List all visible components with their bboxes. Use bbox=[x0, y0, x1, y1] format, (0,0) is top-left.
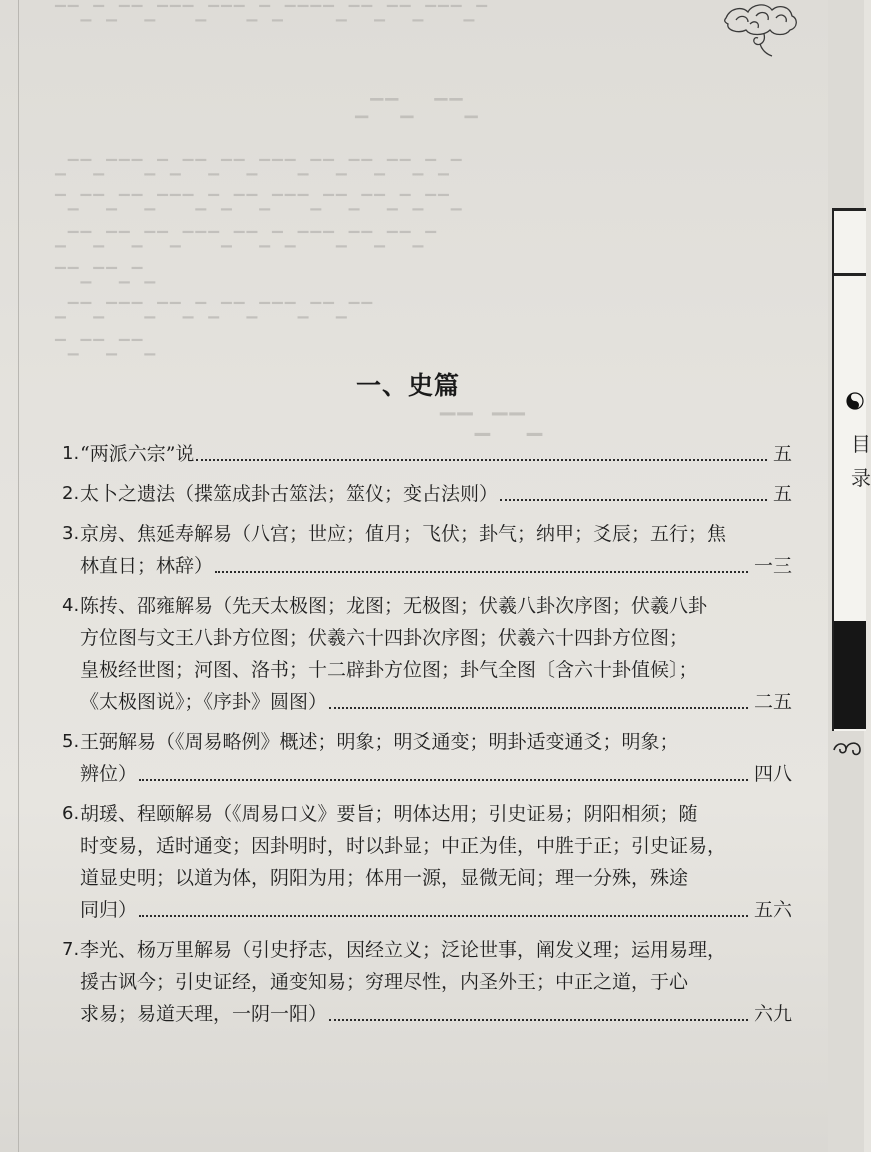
toc-entry[interactable] bbox=[62, 590, 792, 718]
toc-entry-number: 3. bbox=[62, 523, 80, 544]
dot-leader bbox=[215, 571, 748, 573]
toc-page-number: 五六 bbox=[753, 899, 792, 921]
toc-entry-text: 李光、杨万里解易（引史抒志，因经立义；泛论世事，阐发义理；运用易理， bbox=[80, 939, 727, 961]
toc-entry-text: 胡瑗、程颐解易（《周易口义》要旨；明体达用；引史证易；阴阳相须；随 bbox=[80, 803, 698, 825]
toc-page-number: 六九 bbox=[753, 1003, 792, 1025]
toc-entry-text: 同归） bbox=[80, 899, 138, 921]
toc-entry-last-line bbox=[62, 438, 792, 470]
dot-leader bbox=[329, 707, 748, 709]
toc-entry[interactable] bbox=[62, 726, 792, 790]
toc-entry-text: 王弼解易（《周易略例》概述；明象；明爻通变；明卦适变通爻；明象； bbox=[80, 731, 679, 753]
toc-entry-line bbox=[62, 934, 792, 966]
toc-entry-line bbox=[62, 966, 792, 998]
bleed-through-text: ▔▁▔▔▁▔▔▁ bbox=[55, 340, 158, 356]
toc-page-number: 二五 bbox=[753, 691, 792, 713]
toc-entry-text: 方位图与文王八卦方位图；伏羲六十四卦次序图；伏羲六十四卦方位图； bbox=[80, 627, 689, 649]
toc-entry-text: 京房、焦延寿解易（八宫；世应；值月；飞伏；卦气；纳甲；爻辰；五行；焦 bbox=[80, 523, 727, 545]
toc-entry-text: 《太极图说》；《序卦》圆图） bbox=[80, 691, 328, 713]
toc-entry-text: 求易；易道天理，一阴一阳） bbox=[80, 1003, 328, 1025]
cloud-ornament-icon bbox=[720, 0, 800, 58]
taiji-icon bbox=[846, 392, 864, 410]
toc-entry-last-line bbox=[62, 998, 792, 1030]
toc-entry-line bbox=[62, 726, 792, 758]
bleed-through-text: ▁▔▔▁▔▔▁▔▔▁▔▔▔▁▔▔▁▔▁▔▔▔▁▔▔▁▔▔▁▔ bbox=[55, 232, 438, 248]
bleed-through-text: ▔▔▁▔▁▔▔▁▔▔▔▁▔▔▔▁▔▁▔▔▔▔▁▔▔▁▔▔▁▔▔▔▁▔ bbox=[55, 6, 490, 22]
bleed-through-text: ▔▔▁▔▔▁▔▁ bbox=[55, 268, 158, 284]
table-of-contents bbox=[62, 438, 792, 1038]
toc-entry-last-line bbox=[62, 894, 792, 926]
dot-leader bbox=[500, 499, 767, 501]
page-spine-line bbox=[18, 0, 19, 1152]
toc-entry-number: 6. bbox=[62, 803, 80, 824]
toc-entry-text: 时变易，适时通变；因卦明时，时以卦显；中正为佳，中胜于正；引史证易， bbox=[80, 835, 727, 857]
toc-entry-text: 援古讽今；引史证经，通变知易；穷理尽性，内圣外王；中正之道，于心 bbox=[80, 971, 689, 993]
section-title: 一、史篇 bbox=[356, 371, 461, 400]
toc-entry-last-line bbox=[62, 478, 792, 510]
toc-entry-line bbox=[62, 518, 792, 550]
toc-entry-text: 林直日；林辞） bbox=[80, 555, 214, 577]
toc-entry-line bbox=[62, 654, 792, 686]
panel-dark-band bbox=[834, 621, 866, 729]
dot-leader bbox=[139, 779, 748, 781]
toc-entry-number: 5. bbox=[62, 731, 80, 752]
toc-entry[interactable] bbox=[62, 438, 792, 470]
cloud-mark-icon bbox=[832, 738, 864, 760]
toc-entry[interactable] bbox=[62, 478, 792, 510]
toc-page-number: 五 bbox=[772, 483, 792, 505]
toc-page-number: 五 bbox=[772, 443, 792, 465]
toc-entry[interactable] bbox=[62, 518, 792, 582]
bleed-through-text: ▁▔▔▁▔▔▔▁▔▔▁▔▁▔▔▁▔▔▔▁▔▔▁▔▔ bbox=[55, 303, 375, 319]
toc-entry-number: 4. bbox=[62, 595, 80, 616]
toc-entry-last-line bbox=[62, 550, 792, 582]
toc-entry[interactable] bbox=[62, 798, 792, 926]
bleed-through-text: ▁▔▔▁▔▔▔▁▔▁▔▔▁▔▔▁▔▔▔▁▔▔▁▔▔▁▔▔▁▔▁▔ bbox=[55, 160, 464, 176]
next-page-char: 录 bbox=[851, 466, 871, 490]
dot-leader bbox=[139, 915, 748, 917]
toc-entry-text: 皇极经世图；河图、洛书；十二辟卦方位图；卦气全图〔含六十卦值候〕； bbox=[80, 659, 698, 681]
toc-page-number: 一三 bbox=[753, 555, 792, 577]
toc-page-number: 四八 bbox=[753, 763, 792, 785]
toc-entry-number: 2. bbox=[62, 483, 80, 504]
panel-divider bbox=[834, 273, 866, 276]
toc-entry-text: 太卜之遗法（揲筮成卦古筮法；筮仪；变占法则） bbox=[80, 483, 499, 505]
toc-entry-line bbox=[62, 590, 792, 622]
dot-leader bbox=[329, 1019, 748, 1021]
toc-entry-text: 辨位） bbox=[80, 763, 138, 785]
dot-leader bbox=[196, 459, 767, 461]
toc-entry-text: “两派六宗”说 bbox=[80, 443, 195, 465]
bleed-through-heading: ▔▔▁▔▔▁ bbox=[440, 412, 545, 436]
bleed-through-text: ▔▁▔▔▁▔▔▁▔▔▔▁▔▁▔▔▁▔▔▔▁▔▔▁▔▔▁▔▁▔▔▁ bbox=[55, 195, 464, 211]
toc-entry-last-line bbox=[62, 686, 792, 718]
toc-entry-number: 7. bbox=[62, 939, 80, 960]
toc-entry-text: 陈抟、邵雍解易（先天太极图；龙图；无极图；伏羲八卦次序图；伏羲八卦 bbox=[80, 595, 708, 617]
toc-entry-line bbox=[62, 830, 792, 862]
toc-entry-line bbox=[62, 798, 792, 830]
bleed-through-heading: ▁▔▔▁ ▔▔▁ bbox=[355, 99, 480, 119]
toc-entry-last-line bbox=[62, 758, 792, 790]
toc-entry-line bbox=[62, 862, 792, 894]
toc-entry[interactable] bbox=[62, 934, 792, 1030]
next-page-char: 目 bbox=[851, 432, 871, 456]
toc-entry-text: 道显史明；以道为体，阴阳为用；体用一源，显微无间；理一分殊，殊途 bbox=[80, 867, 689, 889]
toc-entry-line bbox=[62, 622, 792, 654]
toc-entry-number: 1. bbox=[62, 443, 80, 464]
